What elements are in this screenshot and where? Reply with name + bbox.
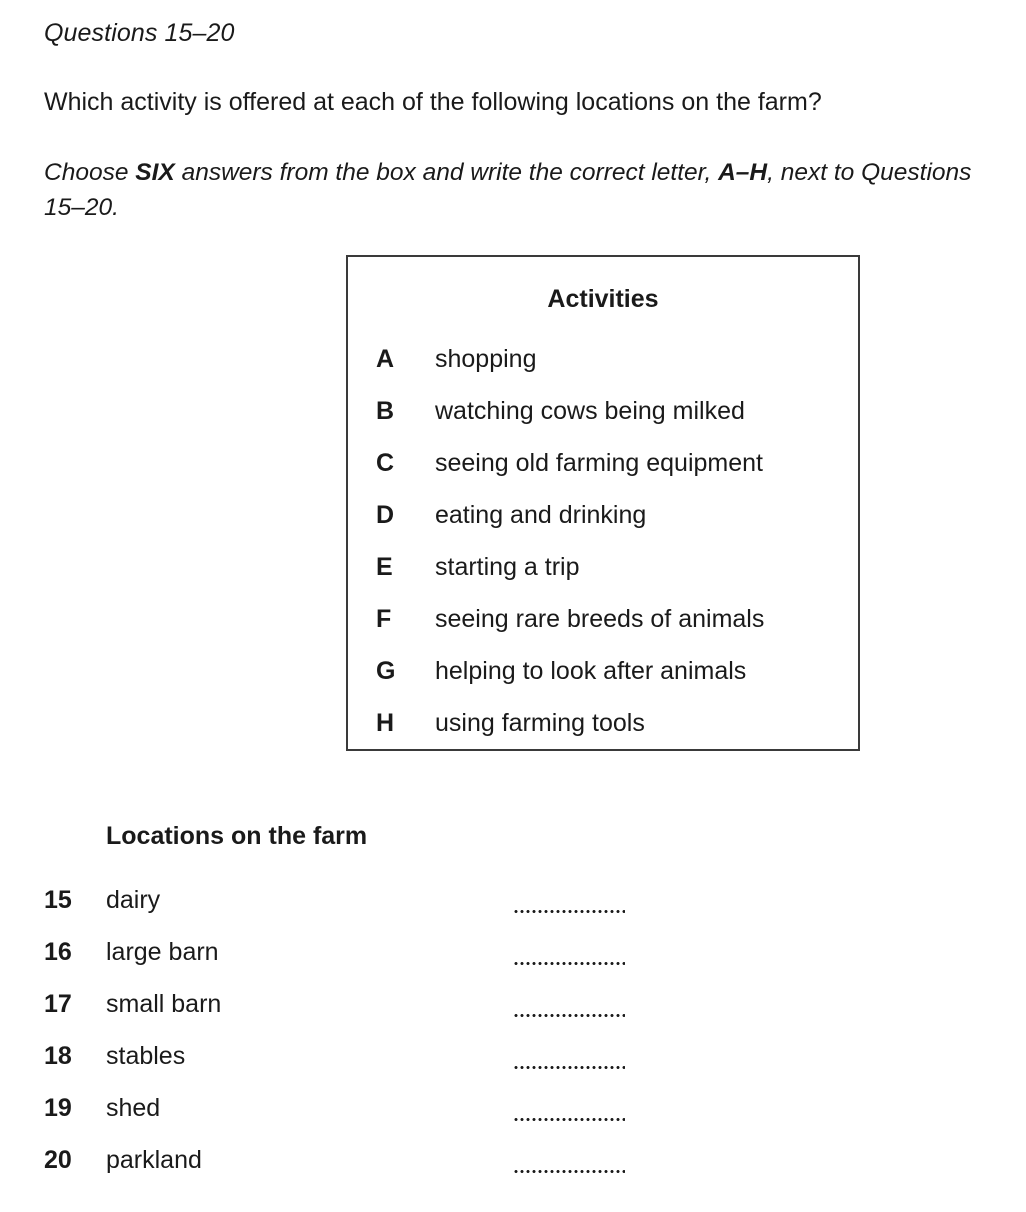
answer-blank[interactable] <box>513 1116 625 1121</box>
location-item-number: 15 <box>44 886 72 914</box>
activity-option <box>348 541 858 593</box>
question-prompt: Which activity is offered at each of the following locations on the farm? <box>44 88 822 116</box>
location-item-number: 17 <box>44 990 72 1018</box>
activity-option <box>348 437 858 489</box>
activity-option <box>348 333 858 385</box>
activity-option-text: helping to look after animals <box>435 657 747 685</box>
activities-option-list <box>348 333 858 749</box>
activity-option-letter: E <box>376 553 393 581</box>
answer-blank[interactable] <box>513 1012 625 1017</box>
location-item-number: 16 <box>44 938 72 966</box>
answer-blank[interactable] <box>513 960 625 965</box>
instruction-part-3: , next to Questions 15–20. <box>44 159 972 221</box>
location-item-number: 18 <box>44 1042 72 1070</box>
activities-box <box>346 255 860 751</box>
location-item-number: 20 <box>44 1146 72 1174</box>
activity-option-letter: G <box>376 657 396 685</box>
activity-option <box>348 697 858 749</box>
activity-option-letter: D <box>376 501 395 529</box>
location-item <box>0 874 1026 926</box>
location-item-label: dairy <box>106 886 161 914</box>
location-item-label: parkland <box>106 1146 202 1174</box>
activity-option <box>348 593 858 645</box>
activity-option <box>348 489 858 541</box>
answer-blank[interactable] <box>513 1064 625 1069</box>
page-title: Questions 15–20 <box>44 19 235 47</box>
location-item <box>0 1134 1026 1186</box>
location-item <box>0 1082 1026 1134</box>
activity-option-text: using farming tools <box>435 709 645 737</box>
activity-option-letter: B <box>376 397 395 425</box>
locations-heading: Locations on the farm <box>106 822 368 850</box>
instruction-text <box>44 155 999 225</box>
locations-list <box>0 874 1026 1186</box>
activity-option-text: seeing rare breeds of animals <box>435 605 765 633</box>
location-item <box>0 1030 1026 1082</box>
location-item <box>0 926 1026 978</box>
location-item-label: small barn <box>106 990 222 1018</box>
activity-option-letter: C <box>376 449 395 477</box>
activity-option <box>348 645 858 697</box>
location-item-label: shed <box>106 1094 161 1122</box>
activity-option-text: watching cows being milked <box>435 397 745 425</box>
activity-option-letter: H <box>376 709 395 737</box>
instruction-part-2: answers from the box and write the correct letter, <box>174 159 719 186</box>
activity-option-letter: F <box>376 605 392 633</box>
answer-blank[interactable] <box>513 908 625 913</box>
location-item-label: stables <box>106 1042 186 1070</box>
activity-option-text: seeing old farming equipment <box>435 449 763 477</box>
activity-option-letter: A <box>376 345 395 373</box>
instruction-bold-six: SIX <box>135 159 175 186</box>
activities-box-title: Activities <box>547 285 659 313</box>
activity-option <box>348 385 858 437</box>
location-item <box>0 978 1026 1030</box>
instruction-bold-letter-range: A–H <box>718 159 768 186</box>
location-item-label: large barn <box>106 938 219 966</box>
activity-option-text: shopping <box>435 345 537 373</box>
answer-blank[interactable] <box>513 1168 625 1173</box>
location-item-number: 19 <box>44 1094 72 1122</box>
instruction-part-1: Choose <box>44 159 136 186</box>
activity-option-text: eating and drinking <box>435 501 647 529</box>
activity-option-text: starting a trip <box>435 553 580 581</box>
